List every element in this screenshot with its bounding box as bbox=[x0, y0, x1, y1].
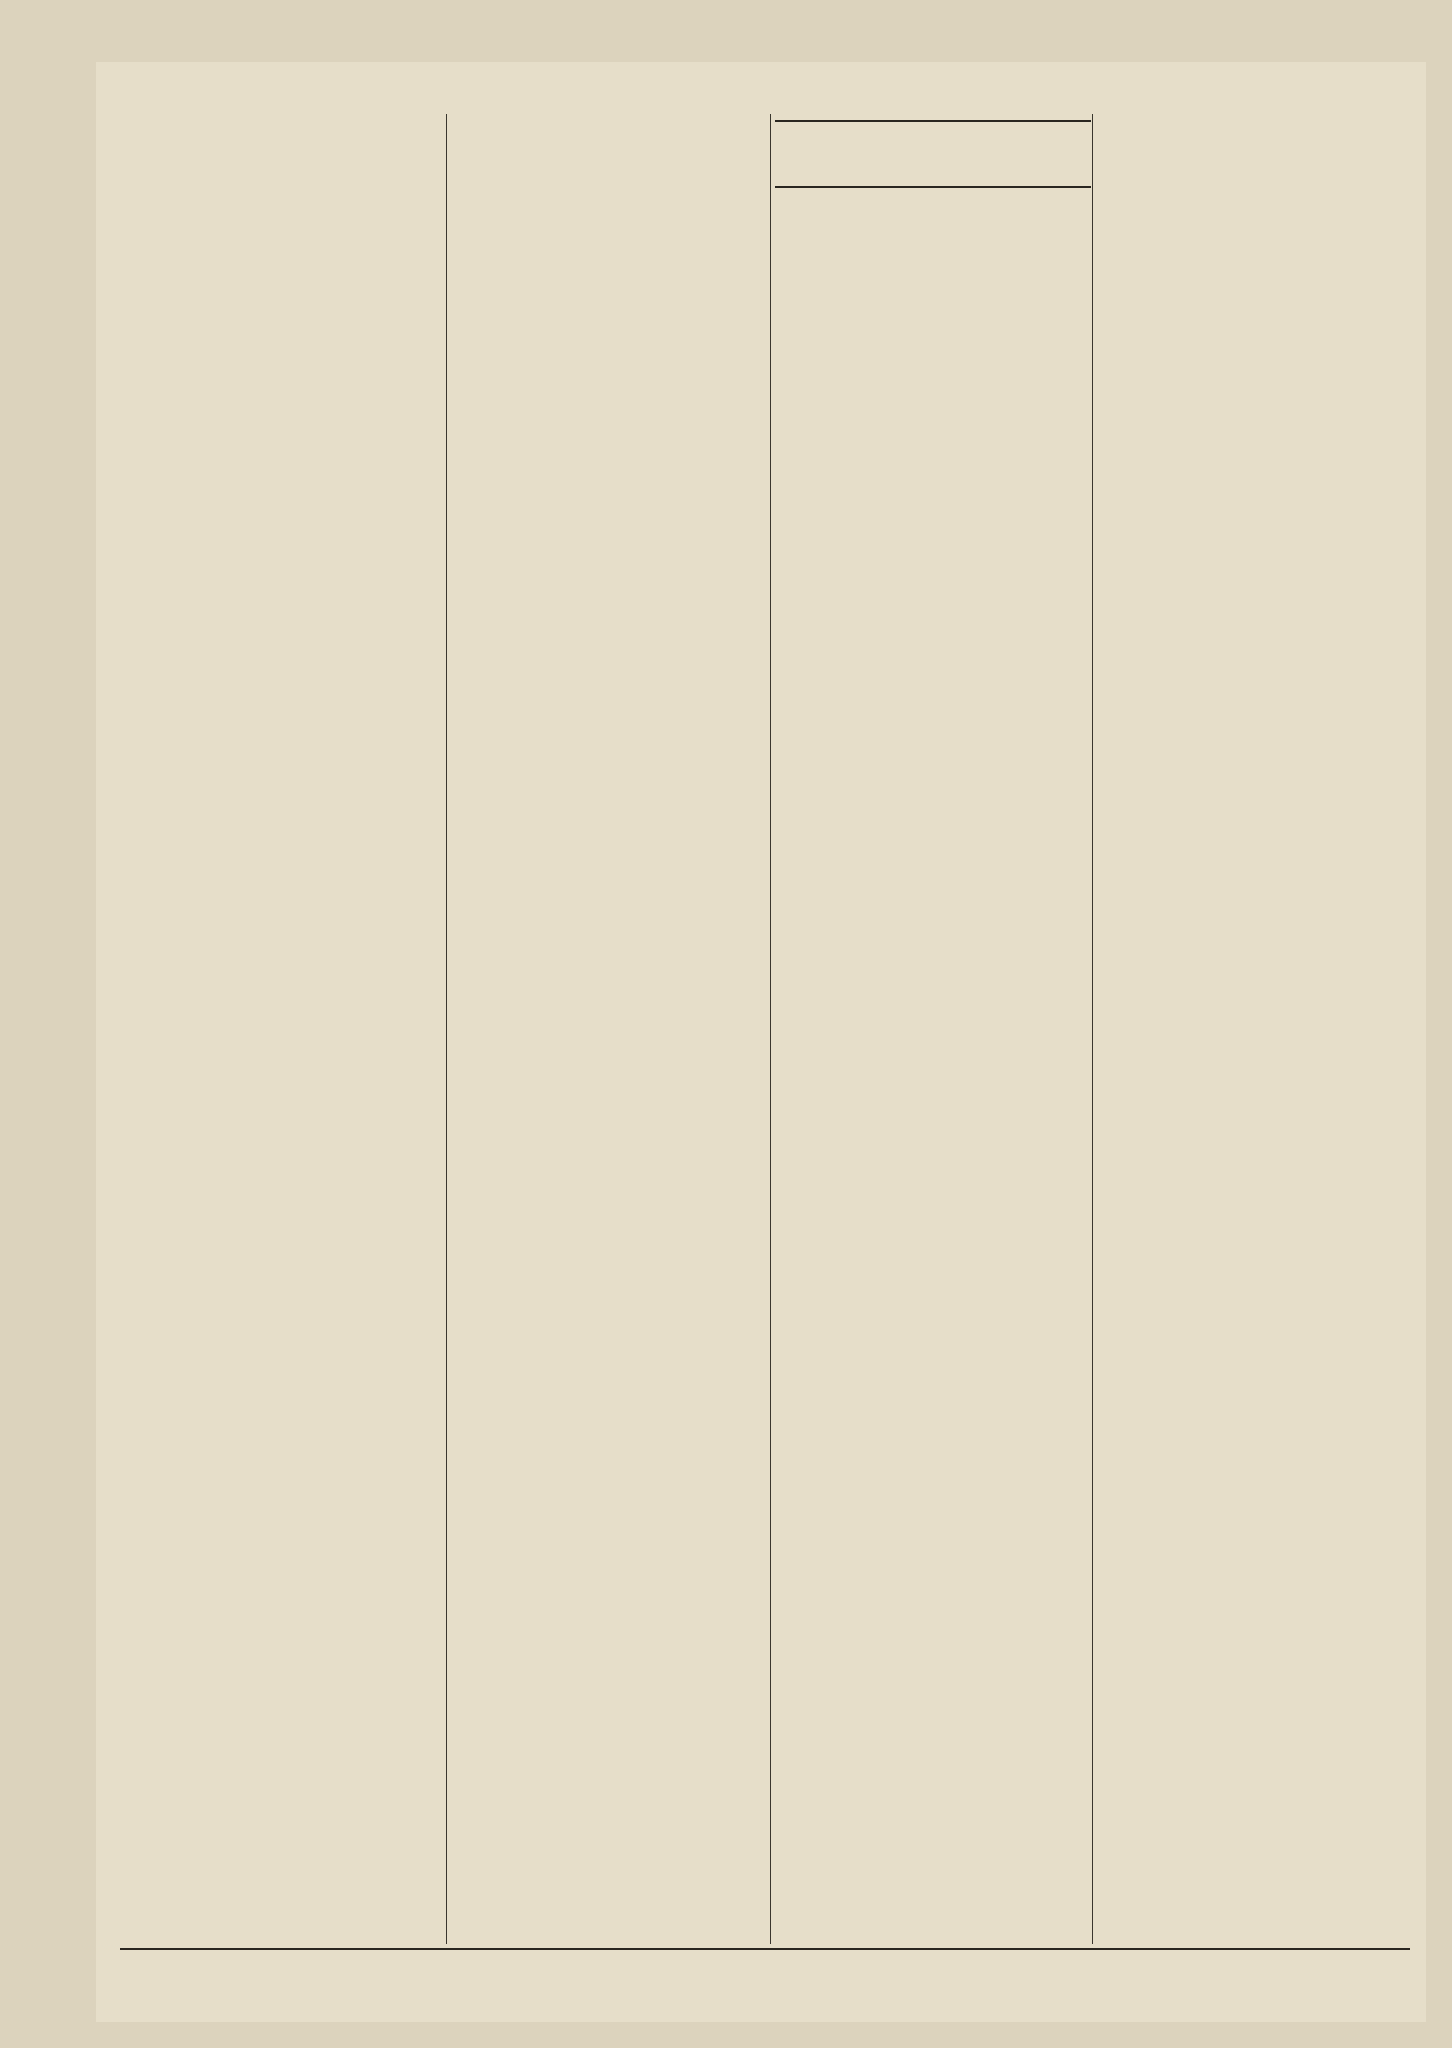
oslo-lysverker-advert bbox=[120, 1948, 1410, 2022]
directory-page bbox=[96, 62, 1426, 2022]
column-1 bbox=[128, 114, 442, 1944]
column-2 bbox=[446, 114, 769, 1944]
rudolf-horn-advert bbox=[775, 120, 1091, 188]
page-header bbox=[120, 72, 1410, 108]
column-4 bbox=[1092, 114, 1415, 1944]
column-3 bbox=[770, 114, 1091, 1944]
